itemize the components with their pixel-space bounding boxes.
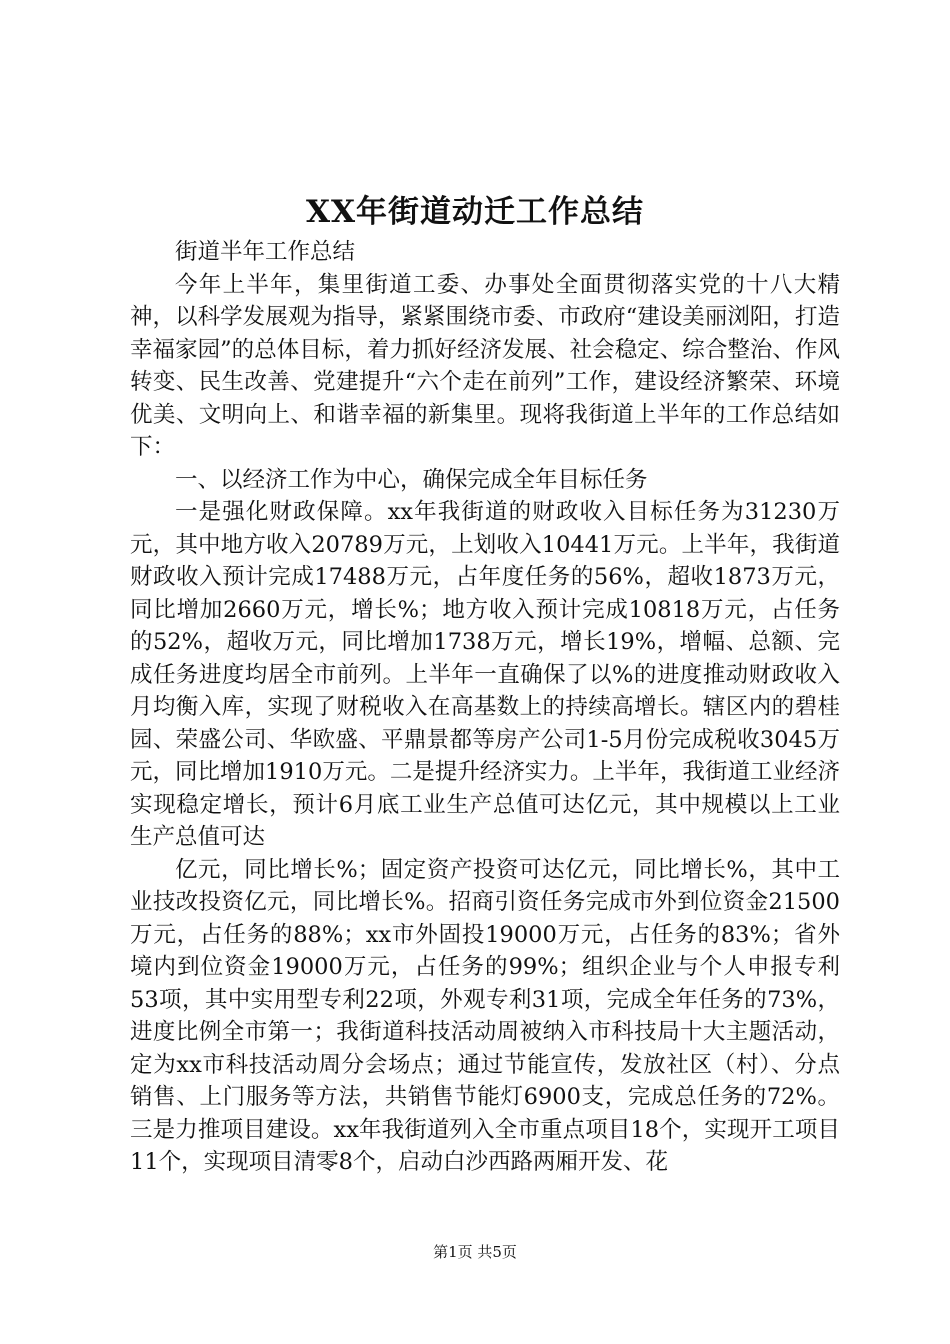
paragraph-finance: 一是强化财政保障。xx年我街道的财政收入目标任务为31230万元，其中地方收入20789万元，上划收入10441万元。上半年，我街道财政收入预计完成17488万元，占年度任务的56%，超收1873万元，同比增加2660万元，增长%；地方收入预计完成10818万元，占任务的52%，超收万元，同比增加1738万元，增长19%，增幅、总额、完成任务进度均居全市前列。上半年一直确保了以%的进度推动财政收入月均衡入库，实现了财税收入在高基数上的持续高增长。辖区内的碧桂园、荣盛公司、华欧盛、平鼎景都等房产公司1-5月份完成税收3045万元，同比增加1910万元。二是提升经济实力。上半年，我街道工业经济实现稳定增长，预计6月底工业生产总值可达亿元，其中规模以上工业生产总值可达 [130, 499, 840, 850]
page-number-footer: 第1页 共5页 [433, 1243, 517, 1261]
document-body [130, 236, 840, 1179]
document-title: XX年街道动迁工作总结 [305, 194, 645, 230]
paragraph-intro: 今年上半年，集里街道工委、办事处全面贯彻落实党的十八大精神，以科学发展观为指导，紧紧围绕市委、市政府“建设美丽浏阳，打造幸福家园”的总体目标，着力抓好经济发展、社会稳定、综合整治、作风转变、民生改善、党建提升“六个走在前列”工作，建设经济繁荣、环境优美、文明向上、和谐幸福的新集里。现将我街道上半年的工作总结如下： [130, 271, 840, 460]
paragraph-subtitle: 街道半年工作总结 [175, 239, 356, 265]
paragraph-investment: 亿元，同比增长%；固定资产投资可达亿元，同比增长%，其中工业技改投资亿元，同比增长%。招商引资任务完成市外到位资金21500万元，占任务的88%；xx市外固投19000万元，占任务的83%；省外境内到位资金19000万元，占任务的99%；组织企业与个人申报专利53项，其中实用型专利22项，外观专利31项，完成全年任务的73%，进度比例全市第一；我街道科技活动周被纳入市科技局十大主题活动，定为xx市科技活动周分会场点；通过节能宣传，发放社区（村）、分点销售、上门服务等方法，共销售节能灯6900支，完成总任务的72%。三是力推项目建设。xx年我街道列入全市重点项目18个，实现开工项目11个，实现项目清零8个，启动白沙西路两厢开发、花 [130, 856, 840, 1175]
section-heading-economy: 一、以经济工作为中心，确保完成全年目标任务 [175, 466, 648, 493]
